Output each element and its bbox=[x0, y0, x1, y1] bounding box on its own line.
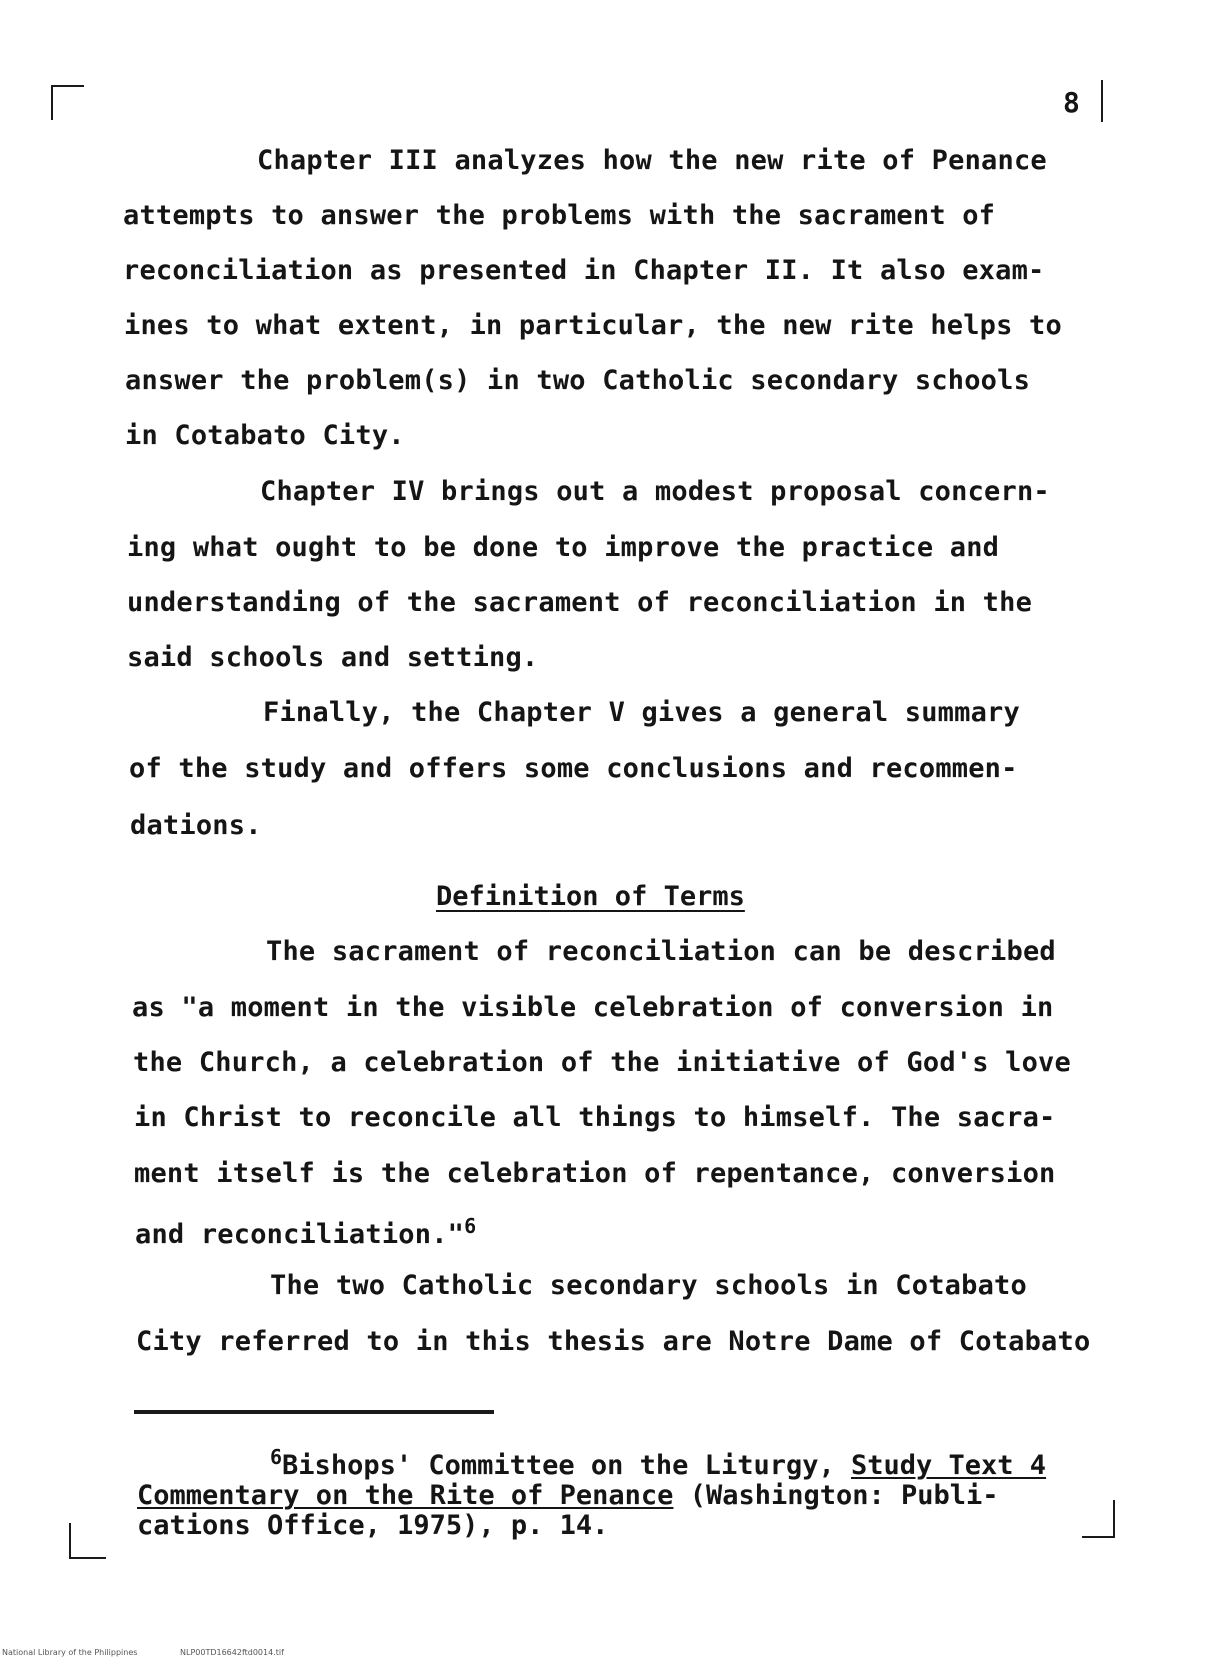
text-line: ing what ought to be done to improve the practice and bbox=[127, 532, 1000, 563]
scan-footer-file: NLP00TD16642ftd0014.tif bbox=[180, 1648, 284, 1657]
text-line: of the study and offers some conclusions and recommen- bbox=[129, 753, 1018, 784]
text-line: ment itself is the celebration of repentance, conversion bbox=[134, 1158, 1056, 1189]
footnote-title-1: Study Text 4 bbox=[851, 1450, 1047, 1481]
footnote-line-1 bbox=[270, 1445, 1046, 1481]
text-line: The sacrament of reconciliation can be described bbox=[266, 936, 1056, 967]
text-line: answer the problem(s) in two Catholic secondary schools bbox=[125, 365, 1031, 396]
text-line: Chapter III analyzes how the new rite of Penance bbox=[257, 145, 1047, 176]
footnote-separator bbox=[134, 1410, 494, 1414]
footnote-author: Bishops' Committee on the Liturgy, bbox=[282, 1450, 851, 1481]
text-line: in Cotabato City. bbox=[125, 420, 405, 451]
crop-mark-bottom-left-horizontal bbox=[69, 1557, 106, 1559]
footnote-publisher-2: cations Office, 1975), p. 14. bbox=[137, 1510, 609, 1541]
text-line: Finally, the Chapter V gives a general summary bbox=[263, 697, 1020, 728]
footnote-reference: 6 bbox=[464, 1214, 477, 1238]
text-line: said schools and setting. bbox=[127, 642, 539, 673]
text-line: Chapter IV brings out a modest proposal concern- bbox=[260, 476, 1050, 507]
text-line: dations. bbox=[130, 810, 262, 841]
footnote-publisher-1: (Washington: Publi- bbox=[673, 1480, 999, 1511]
crop-mark-top-left bbox=[51, 85, 84, 87]
footnote-marker: 6 bbox=[270, 1445, 283, 1469]
text-line: attempts to answer the problems with the sacrament of bbox=[123, 200, 996, 231]
crop-mark-bottom-right bbox=[1113, 1500, 1115, 1538]
text-line: The two Catholic secondary schools in Cotabato bbox=[270, 1270, 1027, 1301]
text-line-content: and reconciliation." bbox=[135, 1219, 465, 1250]
page-number: 8 bbox=[1063, 86, 1080, 119]
text-line: reconciliation as presented in Chapter II. It also exam- bbox=[123, 255, 1045, 286]
crop-mark-top-left-vertical bbox=[51, 85, 53, 120]
text-line: as "a moment in the visible celebration of conversion in bbox=[132, 992, 1054, 1023]
text-line: understanding of the sacrament of reconciliation in the bbox=[127, 587, 1033, 618]
text-line: ines to what extent, in particular, the new rite helps to bbox=[124, 310, 1062, 341]
footnote-title-2: Commentary on the Rite of Penance bbox=[137, 1480, 674, 1511]
section-heading: Definition of Terms bbox=[436, 881, 745, 912]
footnote-line-2 bbox=[137, 1480, 999, 1511]
crop-mark-top-right bbox=[1101, 80, 1103, 122]
text-line bbox=[135, 1214, 476, 1250]
text-line: City referred to in this thesis are Notre Dame of Cotabato bbox=[136, 1326, 1091, 1357]
text-line: the Church, a celebration of the initiative of God's love bbox=[133, 1047, 1071, 1078]
footnote-line-3 bbox=[137, 1510, 608, 1541]
crop-mark-bottom-left bbox=[69, 1523, 71, 1558]
text-line: in Christ to reconcile all things to himself. The sacra- bbox=[134, 1102, 1056, 1133]
crop-mark-bottom-right-horizontal bbox=[1082, 1536, 1115, 1538]
scan-footer-library: National Library of the Philippines bbox=[2, 1648, 138, 1657]
